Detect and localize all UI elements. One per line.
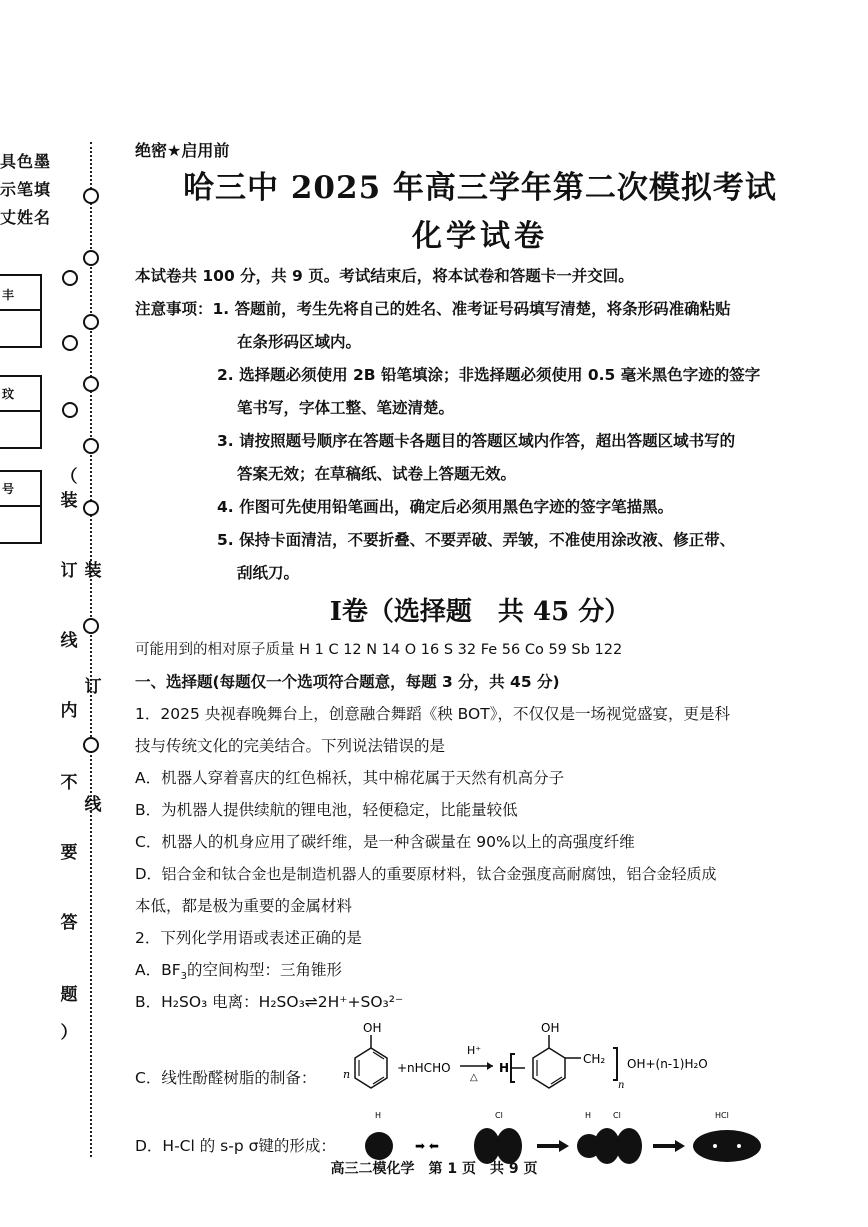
s-orbital-h xyxy=(365,1132,393,1160)
binding-char: ） xyxy=(60,1023,78,1043)
binding-circle xyxy=(83,737,99,753)
note-1-line-2: 在条形码区域内。 xyxy=(237,333,362,351)
q2-option-d-label: D．H-Cl 的 s-p σ键的形成： xyxy=(135,1137,336,1155)
binding-dotted-line xyxy=(90,142,92,1157)
benzene-ring-product xyxy=(533,1048,565,1088)
exam-title: 哈三中 2025 年高三学年第二次模拟考试 xyxy=(183,170,777,206)
side-label-2: 示笔填 xyxy=(0,180,52,199)
side-circle xyxy=(62,270,78,286)
binding-circle xyxy=(83,250,99,266)
q2-a-sub: 3 xyxy=(180,971,188,983)
q2-a-prefix: A．BF xyxy=(135,961,181,979)
h-atom-label-2: H xyxy=(585,1111,592,1120)
q2-option-c xyxy=(135,1018,825,1104)
note-3-line-2: 答案无效；在草稿纸、试卷上答题无效。 xyxy=(237,465,517,483)
binding-circle xyxy=(83,188,99,204)
product-tail-label: OH+(n-1)H₂O xyxy=(627,1057,708,1071)
heat-label: △ xyxy=(470,1072,478,1083)
approach-arrows: ➡ ⬅ xyxy=(415,1139,439,1153)
binding-char: 内 xyxy=(60,701,78,721)
note-2-line-2: 笔书写，字体工整、笔迹清楚。 xyxy=(237,399,455,417)
right-bracket xyxy=(613,1048,617,1080)
binding-circle xyxy=(83,314,99,330)
side-box-char-3: 号 xyxy=(2,482,15,496)
phenol-resin-reaction-diagram xyxy=(325,1018,785,1104)
catalyst-label: H⁺ xyxy=(467,1044,482,1057)
page-footer: 高三二模化学 第 1 页 共 9 页 xyxy=(330,1161,538,1177)
q1-option-d-line-1: D．铝合金和钛合金也是制造机器人的重要原材料，钛合金强度高耐腐蚀，铝合金轻质成 xyxy=(135,865,717,883)
reactant-n-label: n xyxy=(343,1068,351,1081)
note-3-line-1: 3. 请按照题号顺序在答题卡各题目的答题区域内作答，超出答题区域书写的 xyxy=(217,432,736,450)
ch2-label: CH₂ xyxy=(583,1052,606,1066)
exam-subtitle: 化学试卷 xyxy=(412,219,548,254)
binding-char-inner: 装 xyxy=(84,561,102,581)
reactant-oh-label: OH xyxy=(363,1021,382,1035)
side-box-char-2: 玟 xyxy=(2,387,15,401)
side-label-1: 具色墨 xyxy=(0,152,52,171)
note-5-line-1: 5. 保持卡面清洁，不要折叠、不要弄破、弄皱，不准使用涂改液、修正带、 xyxy=(217,531,736,549)
note-2-line-1: 2. 选择题必须使用 2B 铅笔填涂；非选择题必须使用 0.5 毫米黑色字迹的签字 xyxy=(217,366,761,384)
benzene-ring-reactant xyxy=(355,1048,387,1088)
q2-option-c-label: C．线性酚醛树脂的制备： xyxy=(135,1069,317,1087)
q1-stem-line-1: 1．2025 央视春晚舞台上，创意融合舞蹈《秧 BOT》，不仅仅是一场视觉盛宴，更是科 xyxy=(135,705,730,723)
binding-circle xyxy=(83,500,99,516)
side-circle xyxy=(62,335,78,351)
secret-mark: 绝密★启用前 xyxy=(135,141,230,160)
binding-circle xyxy=(83,376,99,392)
binding-char: 订 xyxy=(60,561,78,581)
q2-option-a xyxy=(135,954,825,986)
product-h-label: H xyxy=(499,1061,510,1075)
binding-char: 线 xyxy=(60,631,78,651)
q1-option-d-line-2: 本低，都是极为重要的金属材料 xyxy=(135,897,353,915)
cl-atom-label-2: Cl xyxy=(613,1111,621,1120)
q1-stem-line-2: 技与传统文化的完美结合。下列说法错误的是 xyxy=(135,737,446,755)
section-title: I卷（选择题 共 45 分） xyxy=(329,597,631,627)
binding-circle xyxy=(83,438,99,454)
side-box-char-1: 丰 xyxy=(2,288,15,302)
note-4-line-1: 4. 作图可先使用铅笔画出，确定后必须用黑色字迹的签字笔描黑。 xyxy=(217,498,674,516)
cl-atom-label: Cl xyxy=(495,1111,503,1120)
q2-option-b: B．H₂SO₃ 电离：H₂SO₃⇌2H⁺+SO₃²⁻ xyxy=(135,993,404,1011)
binding-circle xyxy=(83,618,99,634)
binding-char-inner: 线 xyxy=(84,795,102,815)
binding-char: （ xyxy=(60,467,78,487)
exam-content xyxy=(135,138,825,1180)
note-1-line-1 xyxy=(135,293,825,326)
atomic-masses: 可能用到的相对原子质量 H 1 C 12 N 14 O 16 S 32 Fe 56 Co 59 Sb 122 xyxy=(135,642,623,658)
part-title: 一、选择题(每题仅一个选项符合题意，每题 3 分，共 45 分) xyxy=(135,673,560,691)
note-5-line-2: 刮纸刀。 xyxy=(237,564,300,582)
q1-option-c: C．机器人的机身应用了碳纤维，是一种含碳量在 90%以上的高强度纤维 xyxy=(135,833,635,851)
q2-stem: 2．下列化学用语或表述正确的是 xyxy=(135,929,362,947)
hcho-label: +nHCHO xyxy=(397,1061,451,1075)
q1-option-a: A．机器人穿着喜庆的红色棉袄，其中棉花属于天然有机高分子 xyxy=(135,769,565,787)
binding-char: 不 xyxy=(60,773,78,793)
binding-char: 题 xyxy=(60,985,78,1005)
product-oh-label: OH xyxy=(541,1021,560,1035)
binding-char: 装 xyxy=(60,491,78,511)
intro-text: 本试卷共 100 分，共 9 页。考试结束后，将本试卷和答题卡一并交回。 xyxy=(135,267,634,285)
q1-option-b: B．为机器人提供续航的锂电池，轻便稳定，比能量较低 xyxy=(135,801,518,819)
binding-char: 要 xyxy=(60,843,78,863)
binding-char: 答 xyxy=(60,913,78,933)
side-circle xyxy=(62,402,78,418)
binding-char-inner: 订 xyxy=(84,677,102,697)
polymer-n-label: n xyxy=(618,1080,625,1091)
notes-label: 注意事项： xyxy=(135,300,213,318)
q2-a-text: 的空间构型：三角锥形 xyxy=(187,961,343,979)
side-label-3: 丈姓名 xyxy=(0,208,52,227)
h-atom-label: H xyxy=(375,1111,382,1120)
note-text: 1. 答题前，考生先将自己的姓名、准考证号码填写清楚，将条形码准确粘贴 xyxy=(212,300,731,318)
hcl-label: HCl xyxy=(715,1111,729,1120)
